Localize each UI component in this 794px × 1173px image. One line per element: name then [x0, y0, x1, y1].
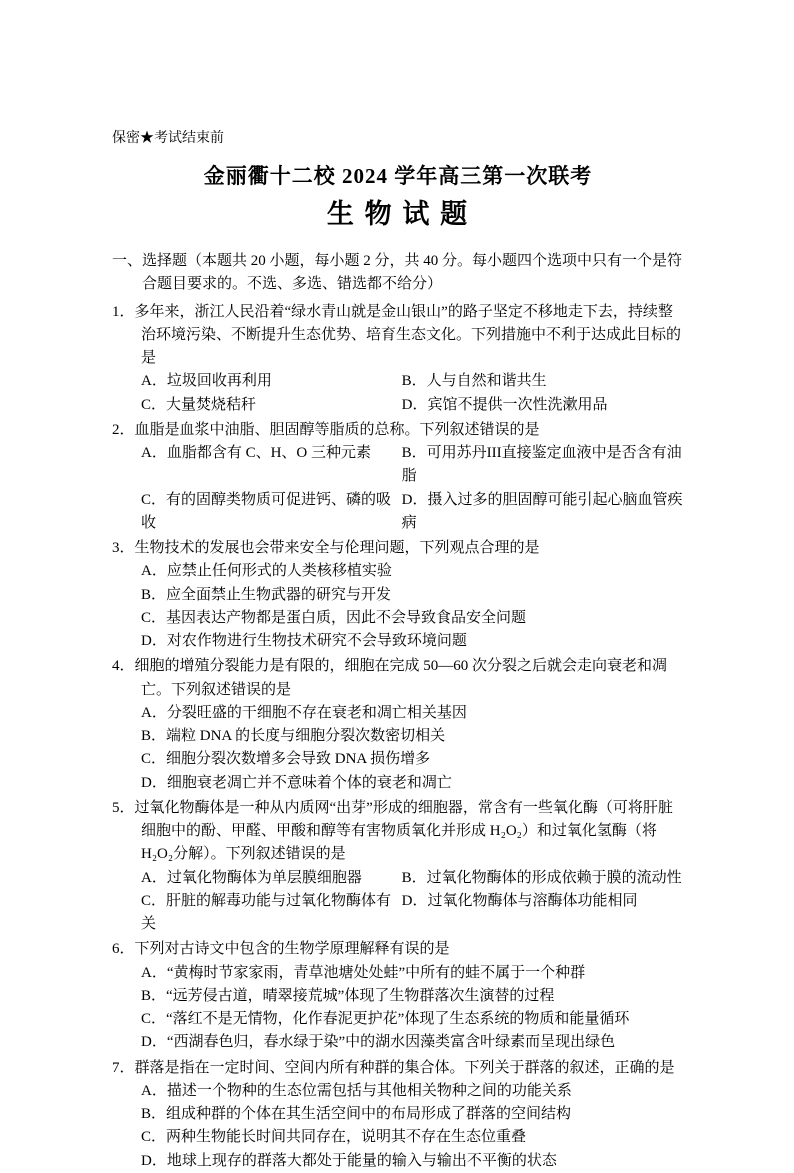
- question-2-text: 血脂是血浆中油脂、胆固醇等脂质的总称。下列叙述错误的是: [134, 421, 540, 438]
- option-row: [141, 725, 684, 748]
- question-5-option-b: B．过氧化物酶体的形成依赖于膜的流动性: [401, 869, 682, 886]
- question-5-text: 过氧化物酶体是一种从内质网“出芽”形成的细胞器，常含有一些氧化酶（可将肝脏细胞中的酚、甲醛、甲酸和醇等有害物质氧化并形成 H₂O₂）和过氧化氢酶（将 H₂O₂分解）。下列叙述错误的是: [134, 799, 673, 863]
- question-6-text: 下列对古诗文中包含的生物学原理解释有误的是: [134, 941, 450, 958]
- question-3-number: 3．: [112, 540, 135, 557]
- question-4-option-c: C．细胞分裂次数增多会导致 DNA 损伤增多: [141, 751, 431, 768]
- option-row: [141, 1080, 684, 1103]
- question-6-option-c: C．“落红不是无情物，化作春泥更护花”体现了生态系统的物质和能量循环: [141, 1011, 630, 1028]
- question-2-number: 2．: [112, 421, 135, 438]
- option-row: [141, 748, 684, 771]
- question-5-number: 5．: [112, 799, 135, 816]
- question-7-option-a: A．描述一个物种的生态位需包括与其他相关物种之间的功能关系: [141, 1082, 572, 1099]
- question-7-stem: [112, 1057, 684, 1080]
- question-2-stem: [112, 419, 684, 442]
- question-4-option-a: A．分裂旺盛的干细胞不存在衰老和凋亡相关基因: [141, 704, 467, 721]
- question-4-stem: [112, 655, 684, 702]
- option-row: [141, 630, 684, 653]
- question-7-options: [112, 1080, 684, 1173]
- exam-page: [112, 128, 684, 1173]
- question-6-option-d: D．“西湖春色归，春水绿于染”中的湖水因藻类富含叶绿素而呈现出绿色: [141, 1034, 616, 1051]
- question-6-number: 6．: [112, 941, 135, 958]
- question-3: [112, 537, 684, 653]
- question-7-option-c: C．两种生物能长时间共同存在，说明其不存在生态位重叠: [141, 1129, 527, 1146]
- question-2-option-d: D．摄入过多的胆固醇可能引起心脑血管疾病: [401, 491, 683, 531]
- question-1-options: [112, 370, 684, 417]
- option-row: [141, 702, 684, 725]
- question-3-options: [112, 560, 684, 653]
- option-row: [141, 1031, 684, 1054]
- option-row: [141, 1150, 684, 1173]
- option-row: [141, 370, 684, 393]
- option-row: [141, 607, 684, 630]
- secrecy-notice: 保密★考试结束前: [112, 131, 224, 146]
- question-1: [112, 301, 684, 417]
- question-4-option-d: D．细胞衰老凋亡并不意味着个体的衰老和凋亡: [141, 774, 452, 791]
- question-4-text: 细胞的增殖分裂能力是有限的，细胞在完成 50—60 次分裂之后就会走向衰老和凋亡。下列叙述错误的是: [134, 658, 668, 698]
- question-7-option-b: B．组成种群的个体在其生活空间中的布局形成了群落的空间结构: [141, 1106, 572, 1123]
- question-1-option-a: A．垃圾回收再利用: [141, 373, 272, 390]
- question-5-stem: [112, 797, 684, 867]
- question-1-text: 多年来，浙江人民沿着“绿水青山就是金山银山”的路子坚定不移地走下去，持续整治环境污染、不断提升生态优势、培育生态文化。下列措施中不利于达成此目标的是: [134, 303, 682, 367]
- question-6-stem: [112, 938, 684, 961]
- question-5-option-c: C．肝脏的解毒功能与过氧化物酶体有关: [141, 892, 392, 933]
- question-4-number: 4．: [112, 658, 135, 675]
- question-1-option-d: D．宾馆不提供一次性洗漱用品: [401, 396, 608, 413]
- question-5-options: [112, 867, 684, 937]
- option-row: [141, 867, 684, 890]
- option-row: [141, 890, 684, 937]
- option-row: [141, 1126, 684, 1149]
- question-3-text: 生物技术的发展也会带来安全与伦理问题，下列观点合理的是: [134, 540, 540, 557]
- option-row: [141, 985, 684, 1008]
- question-5: [112, 797, 684, 937]
- question-5-option-a: A．过氧化物酶体为单层膜细胞器: [141, 869, 362, 886]
- question-3-option-a: A．应禁止任何形式的人类核移植实验: [141, 563, 392, 580]
- question-1-stem: [112, 301, 684, 371]
- question-5-option-d: D．过氧化物酶体与溶酶体功能相同: [401, 892, 638, 909]
- question-3-option-c: C．基因表达产物都是蛋白质，因此不会导致食品安全问题: [141, 609, 527, 626]
- question-4: [112, 655, 684, 795]
- question-7: [112, 1057, 684, 1173]
- question-1-number: 1．: [112, 303, 135, 320]
- option-row: [141, 489, 684, 536]
- question-6: [112, 938, 684, 1054]
- question-4-options: [112, 702, 684, 795]
- question-4-option-b: B．端粒 DNA 的长度与细胞分裂次数密切相关: [141, 728, 446, 745]
- question-7-number: 7．: [112, 1059, 135, 1076]
- subject-title: 生 物 试 题: [326, 199, 470, 230]
- question-2: [112, 419, 684, 535]
- exam-title: 金丽衢十二校 2024 学年高三第一次联考: [203, 163, 593, 188]
- option-row: [141, 560, 684, 583]
- question-6-option-b: B．“远芳侵古道，晴翠接荒城”体现了生物群落次生演替的过程: [141, 987, 555, 1004]
- option-row: [141, 394, 684, 417]
- question-7-option-d: D．地球上现存的群落大都处于能量的输入与输出不平衡的状态: [141, 1152, 557, 1169]
- question-1-option-b: B．人与自然和谐共生: [401, 373, 547, 390]
- option-row: [141, 584, 684, 607]
- option-row: [141, 442, 684, 489]
- option-row: [141, 772, 684, 795]
- question-2-options: [112, 442, 684, 535]
- question-6-options: [112, 962, 684, 1055]
- option-row: [141, 1008, 684, 1031]
- question-7-text: 群落是指在一定时间、空间内所有种群的集合体。下列关于群落的叙述，正确的是: [134, 1059, 675, 1076]
- section-instructions: 一、选择题（本题共 20 小题，每小题 2 分，共 40 分。每小题四个选项中只有一个是符合题目要求的。不选、多选、错选都不给分）: [112, 253, 683, 293]
- question-1-option-c: C．大量焚烧秸秆: [141, 396, 257, 413]
- question-2-option-a: A．血脂都含有 C、H、O 三种元素: [141, 445, 372, 462]
- option-row: [141, 962, 684, 985]
- question-2-option-b: B．可用苏丹III直接鉴定血液中是否含有油脂: [401, 445, 682, 485]
- question-3-stem: [112, 537, 684, 560]
- question-3-option-b: B．应全面禁止生物武器的研究与开发: [141, 586, 392, 603]
- question-2-option-c: C．有的固醇类物质可促进钙、磷的吸收: [141, 491, 392, 531]
- question-6-option-a: A．“黄梅时节家家雨，青草池塘处处蛙”中所有的蛙不属于一个种群: [141, 964, 586, 981]
- question-3-option-d: D．对农作物进行生物技术研究不会导致环境问题: [141, 633, 467, 650]
